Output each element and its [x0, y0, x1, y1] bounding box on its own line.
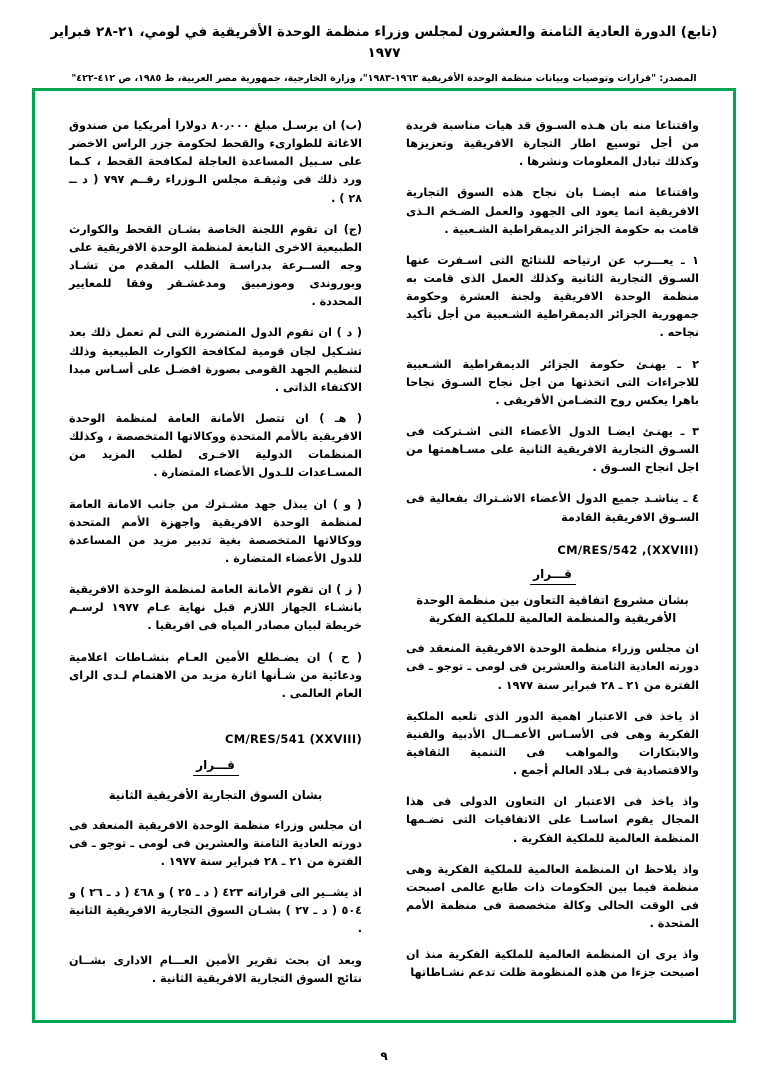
two-column-layout — [35, 91, 733, 1020]
paragraph: ( د ) ان تقوم الدول المتضررة التى لم تعمل ذلك بعد تشـكيل لجان قومية لمكافحة الكوارث الطبيعية وذلك لتنظيم الجهد القومى بصورة افضـل على أسـاس مبدا الاكتفاء الذاتى . — [69, 326, 362, 394]
paragraph: (ب) ان يرسـل مبلغ ٨٠٫٠٠٠ دولارا أمريكيا من صندوق الاغاثة للطوارىء والقحط لحكومة جزر الراس الاخضر على سـبيل المساعدة العاجلة لمكافحة القحط ، كـما ورد ذلك فى وثيقـة مجلس الـوزراء رقــم ٧٩٧ ( د ــ ٢٨ ) . — [69, 119, 363, 205]
resolution-title: بشان مشروع اتفاقية التعاون بين منظمة الوحدة الأفريقية والمنظمة العالمية للملكية الفكرية — [416, 592, 689, 626]
paragraph: ان مجلس وزراء منظمة الوحدة الافريقية المنعقد فى دورته العادية الثامنة والعشرين فى لومى ـ توجو ـ فى الفترة من ٢١ ـ ٢٨ فبراير سنة ١٩٧٧ . — [69, 818, 362, 868]
resolution-heading — [69, 758, 362, 776]
resolution-id: CM/RES/541 (XXVIII) — [225, 731, 362, 746]
resolution-heading — [406, 567, 699, 585]
resolution-heading-text: قـــرار — [533, 566, 572, 581]
paragraph: وبعد ان بحث تقرير الأمين العـــام الادارى بشــان نتائج السوق التجارية الافريقية الثانية . — [69, 953, 362, 985]
header-title: (تابع) الدورة العادية الثامنة والعشرون لمجلس وزراء منظمة الوحدة الأفريقية في لومي، ٢١-٢٨ فبراير ١٩٧٧ — [50, 24, 718, 61]
page-header — [0, 0, 768, 90]
content-frame — [32, 88, 736, 1023]
paragraph: (ج) ان تقوم اللجنة الخاصة بشـان القحط والكوارث الطبيعية الاخرى التابعة لمنظمة الوحدة الافريقية على وجه الســرعة بدراسـة الطلب المقدم من تشـاد وبوروندى وموزمبيق ومدغشـقر وفقا للمعايير المحددة . — [69, 222, 362, 309]
column-left — [69, 117, 362, 1006]
paragraph: ( هـ ) ان تتصل الأمانة العامة لمنظمة الوحدة الافريقية بالأمم المتحدة ووكالاتها المتخصصة ، وكذلك المنظمات الدولية الاخـرى لطلب المزيد من المسـاعدات للـدول الأعضاء المتضارة . — [69, 411, 362, 480]
paragraph: اذ يشــير الى قراراته ٤٢٣ ( د ـ ٢٥ ) و ٤٦٨ ( د ـ ٢٦ ) و ٥٠٤ ( د ـ ٢٧ ) بشـان السوق التجارية الافريقية الثانية . — [69, 886, 362, 936]
paragraph: ( ز ) ان تقوم الأمانة العامة لمنظمة الوحدة الافريقية بانشـاء الجهاز اللازم قبل نهاية عـام ١٩٧٧ لرسـم خريطة لبيان مصادر المياه فى افريقيا . — [69, 583, 362, 633]
paragraph: اذ ياخذ فى الاعتبار اهمية الدور الذى تلعبه الملكية الفكرية وهى فى الأسـاس الأعمــال الأدبية والفنية والابتكارات والمواهب فى التنمية الثقافية والاقتصادية فى بـلاد العالم أجمع . — [406, 709, 699, 778]
page-number: ٩ — [380, 1049, 388, 1063]
paragraph: واذ يرى ان المنظمة العالمية للملكية الفكرية منذ ان اصبحت جزءا من هذه المنظومة ظلت تدعم نشـاطاتها — [406, 948, 699, 980]
paragraph: واقتناعا منه ايضـا بان نجاح هذه السوق التجارية الافريقية انما يعود الى الجهود والعمل الضـخم الـذى قامت به حكومة الجزائر الديمقراطية الشـعبية . — [406, 186, 699, 236]
resolution-id: CM/RES/542 ,(XXVIII) — [557, 542, 699, 557]
paragraph: ٣ ـ يهنـئ ايضـا الدول الأعضاء التى اشـتركت فى السـوق التجارية الافريقية الثانية على مسـاهمتها من اجل انجاح السـوق . — [406, 424, 699, 475]
paragraph: ١ ـ يعـــرب عن ارتياحه للنتائج التى اسـفرت عنها السـوق التجارية الثانية وكذلك العمل الذى قامت به منظمة الوحدة الافريقية ولجنة العشرة وحكومة جمهورية الجزائر الديمقراطية الشـعبية من أجل تأكيد نجاحه . — [406, 253, 699, 340]
heading-underline — [193, 775, 239, 776]
paragraph: واذ ياخذ فى الاعتبار ان التعاون الدولى فى هذا المجال يقوم اساسـا على الاتفاقيات التى تضـمها المنظمة العالمية للملكية الفكرية . — [406, 795, 699, 845]
header-source: المصدر: "قرارات وتوصيات وبيانات منظمة الوحدة الأفريقية ١٩٦٣-١٩٨٣"، وزارة الخارجية، جمهورية مصر العربية، ط ١٩٨٥، ص ٤١٢-٤٢٢" — [71, 72, 697, 84]
paragraph: ان مجلس وزراء منظمة الوحدة الافريقية المنعقد فى دورته العادية الثامنة والعشرين فى لومى ـ توجو ـ فى الفترة من ٢١ ـ ٢٨ فبراير سنة ١٩٧٧ . — [406, 642, 699, 692]
column-right — [406, 117, 699, 1006]
paragraph: ٤ ـ يناشـد جميع الدول الأعضاء الاشـتراك بفعالية فى السـوق الافريقية القادمة — [406, 492, 699, 524]
resolution-heading-text: قـــرار — [196, 757, 235, 772]
paragraph: واذ يلاحظ ان المنظمة العالمية للملكية الفكرية وهى منظمة فيما بين الحكومات ذات طابع عالمى اصبحت فى الوقت الحالى وكالة متخصصة فى منظمة الأمم المتحدة . — [406, 862, 699, 931]
heading-underline — [530, 584, 576, 585]
paragraph: ( ح ) ان يضـطلع الأمين العـام بنشـاطات اعلامية ودعائية من شـأنها اثارة مزيد من الاهتمام لـدى الراى العام العالمى . — [69, 650, 362, 700]
paragraph: ٢ ـ يهنـئ حكومة الجزائر الديمقراطية الشـعبية للاجراءات التى اتخذتها من اجل نجاح السـوق نجاحا باهرا يعكس روح التضـامن الأفريقى . — [406, 357, 699, 407]
paragraph: واقتناعا منه بان هـذه السـوق قد هيات مناسبة فريدة من أجل توسيع اطار التجارة الافريقية وتعزيزها وكذلك تبادل المعلومات ونشرها . — [406, 119, 699, 169]
resolution-title: بشان السوق التجارية الأفريقية الثانية — [108, 787, 323, 802]
paragraph: ( و ) ان يبذل جهد مشـترك من جانب الامانة العامة لمنظمة الوحدة الافريقية واجهزة الأمم المتحدة ووكالاتها المتخصصة بغية تدبير مزيد من المساعدة للدول الأعضاء المتضارة . — [69, 497, 362, 565]
